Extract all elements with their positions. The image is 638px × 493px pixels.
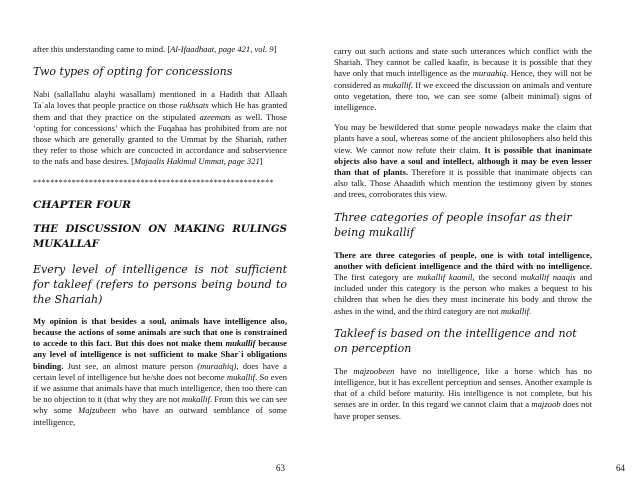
- intro-paragraph: after this understanding came to mind. [Al-Ifaadhaat, page 421, vol. 9]: [33, 44, 277, 54]
- asterisk-divider: ********************************************************: [33, 177, 274, 187]
- three-categories-paragraph: There are three categories of people, one is with total intelligence, another with deficient intelligence and the third with no intelligence. The first category are mukallif kaamil, the second mukallif naaqis and included under this category is the person who makes a bequest to his children that when he dies they must incinerate his body and throw the ashes in the wind, and the third category are not mukallif.: [334, 249, 592, 316]
- hadith-paragraph: Nabi (sallallahu alayhi wasallam) mentioned in a Hadith that Allaah Ta`ala loves that people practice on those rukhsats which He has granted them and that they practice on the stipulated azeemats as well. Those ‘opting for concessions’ which the Fuqahaa has prohibited from are not those which are generally granted to the Ummat by the Shariah, rather they refer to those which are concocted in accordance and subservience to the nafs and base desires. [Majaalis Hakimul Ummat, page 321]: [33, 89, 287, 167]
- intelligence-heading: Every level of intelligence is not sufficient for takleef (refers to persons being bound to the Shariah): [33, 262, 287, 306]
- page-number: 64: [616, 463, 625, 473]
- carry-paragraph: carry out such actions and state such utterances which conflict with the Shariah. They cannot be called kaafir, is because it is possible that they have only that much intelligence as the muraahiq. Hence, they will not be considered as mukallif. If we exceed the discussion on animals and venture onto vegetation, there too, we can see some (albeit minimal) signs of intelligence.: [334, 46, 592, 113]
- opinion-paragraph: My opinion is that besides a soul, animals have intelligence also, because the actions of some animals are such that one is constrained to accede to this fact. But this does not make them mukallif because any level of intelligence is not sufficient to make Shar`i obligations binding. Just see, an almost mature person (muraahiq), does have a certain level of intelligence but he/she does not become mukallif. So even if we assume that animals have that much intelligence, then too there can be no objection to it (that why they are not mukallif. From this we can see why some Majzubeen who have an outward semblance of some intelligence,: [33, 315, 287, 427]
- bewildered-paragraph: You may be bewildered that some people nowadays make the claim that plants have a soul, whereas some of the ancient philosophers also held this view. We cannot now refute their claim. It is possible that inanimate objects also have a soul and intellect, although it may be even lesser than that of plants. Therefore it is possible that inanimate objects can also talk. Those Ahaadith which mention the testimony given by stones and trees, corroborates this view.: [334, 122, 592, 200]
- right-column: [334, 46, 592, 431]
- three-categories-heading: Three categories of people insofar as their being mukallif: [334, 210, 572, 239]
- discussion-heading: THE DISCUSSION ON MAKING RULINGS MUKALLAF: [33, 222, 287, 250]
- concessions-heading: Two types of opting for concessions: [33, 65, 233, 79]
- takleef-heading: Takleef is based on the intelligence and not on perception: [334, 326, 577, 355]
- right-page: [319, 0, 638, 493]
- left-column: [33, 44, 287, 437]
- chapter-title: CHAPTER FOUR: [33, 198, 131, 211]
- majzoobeen-paragraph: The majzoobeen have no intelligence, like a horse which has no intelligence, but it has excellent perception and senses. Another example is that of a child before maturity. His intelligence is not complete, but his senses are in order. In this regard we cannot claim that a majzoob does not have proper senses.: [334, 365, 593, 421]
- page-number: 63: [276, 463, 285, 473]
